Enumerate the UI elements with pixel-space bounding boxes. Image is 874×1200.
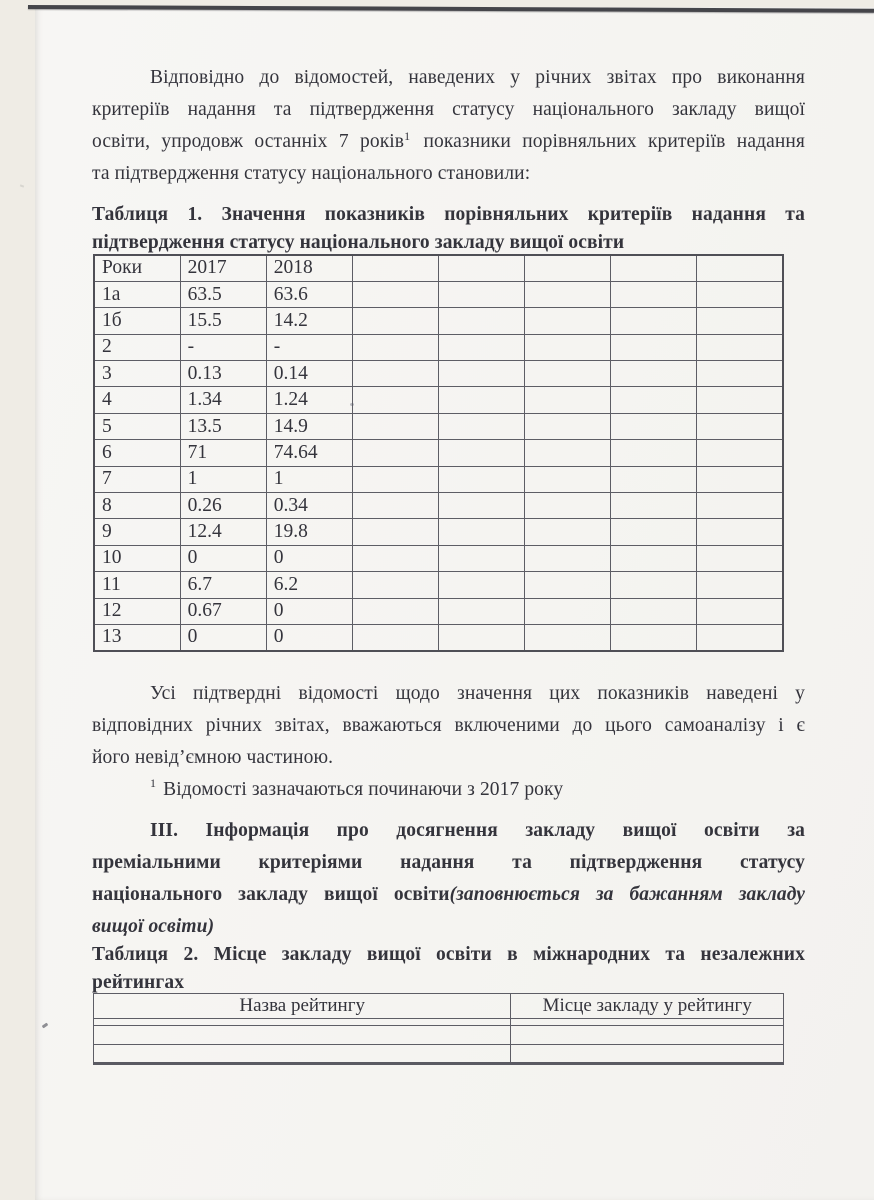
table-cell bbox=[525, 598, 611, 624]
table-cell bbox=[697, 281, 783, 307]
table-header-row bbox=[94, 255, 783, 281]
table-cell: 0 bbox=[266, 545, 352, 571]
caption-line: Таблиця 1. Значення показників порівняльних критеріїв надання та bbox=[92, 204, 805, 225]
ratings-table bbox=[93, 993, 784, 1065]
table-cell: 6.2 bbox=[266, 572, 352, 598]
table-cell: 5 bbox=[94, 413, 180, 439]
table-cell: 1 bbox=[266, 466, 352, 492]
table-cell: 4 bbox=[94, 387, 180, 413]
table-cell bbox=[352, 281, 438, 307]
table-cell: 10 bbox=[94, 545, 180, 571]
table-cell: 3 bbox=[94, 361, 180, 387]
table-cell: 12 bbox=[94, 598, 180, 624]
table-cell bbox=[697, 519, 783, 545]
table-cell bbox=[439, 466, 525, 492]
table-row bbox=[94, 1025, 784, 1044]
table-cell: 0.34 bbox=[266, 493, 352, 519]
table-cell bbox=[611, 255, 697, 281]
table-cell bbox=[525, 624, 611, 650]
table-cell bbox=[611, 413, 697, 439]
table-cell: 0.13 bbox=[180, 361, 266, 387]
table-cell bbox=[611, 519, 697, 545]
table-cell bbox=[611, 361, 697, 387]
table-cell: 63.6 bbox=[266, 281, 352, 307]
table-cell bbox=[697, 334, 783, 360]
table-row bbox=[94, 440, 783, 466]
table-cell: 0 bbox=[266, 624, 352, 650]
table-cell: 71 bbox=[180, 440, 266, 466]
table-cell: - bbox=[266, 334, 352, 360]
table-cell bbox=[94, 1025, 511, 1044]
paragraph-line: його невід’ємною частиною. bbox=[92, 746, 334, 768]
table-cell: 13.5 bbox=[180, 413, 266, 439]
table-cell bbox=[525, 308, 611, 334]
table-cell bbox=[439, 334, 525, 360]
table-cell bbox=[611, 308, 697, 334]
table-cell bbox=[697, 493, 783, 519]
table-cell bbox=[439, 255, 525, 281]
table-cell: Роки bbox=[94, 255, 180, 281]
paragraph-line: критеріїв надання та підтвердження статусу національного закладу вищої bbox=[92, 99, 805, 120]
table-cell: 63.5 bbox=[180, 281, 266, 307]
table-cell bbox=[352, 361, 438, 387]
table-cell: 1 bbox=[180, 466, 266, 492]
footnote bbox=[92, 774, 805, 806]
table-cell bbox=[352, 413, 438, 439]
table-cell bbox=[352, 387, 438, 413]
table-cell bbox=[525, 519, 611, 545]
table-cell bbox=[611, 624, 697, 650]
table-row bbox=[94, 493, 783, 519]
table-cell bbox=[697, 572, 783, 598]
table-row bbox=[94, 624, 783, 650]
heading-line bbox=[92, 879, 805, 911]
table-cell: Місце закладу у рейтингу bbox=[511, 993, 784, 1018]
table-cell bbox=[352, 624, 438, 650]
table-cell bbox=[525, 440, 611, 466]
table-cell: 2018 bbox=[266, 255, 352, 281]
table-cell bbox=[352, 519, 438, 545]
table-cell bbox=[439, 281, 525, 307]
table-cell: 0.26 bbox=[180, 493, 266, 519]
table-cell: 19.8 bbox=[266, 519, 352, 545]
table-cell bbox=[439, 624, 525, 650]
table-cell bbox=[439, 493, 525, 519]
table-cell: 6 bbox=[94, 440, 180, 466]
table-row bbox=[94, 466, 783, 492]
table-row bbox=[94, 519, 783, 545]
footnote-reference: 1 bbox=[404, 128, 411, 143]
table-cell bbox=[525, 572, 611, 598]
table-cell bbox=[697, 466, 783, 492]
table-cell bbox=[697, 387, 783, 413]
table1-caption bbox=[92, 201, 805, 257]
table-cell bbox=[697, 413, 783, 439]
table-cell bbox=[611, 334, 697, 360]
table-row bbox=[94, 413, 783, 439]
table-cell bbox=[94, 1044, 511, 1063]
caption-line: підтвердження статусу національного закладу вищої освіти bbox=[92, 232, 625, 253]
table-cell: 74.64 bbox=[266, 440, 352, 466]
table-cell: Назва рейтингу bbox=[94, 993, 511, 1018]
section-3-heading bbox=[92, 815, 805, 943]
table-cell: 9 bbox=[94, 519, 180, 545]
table-cell: 2 bbox=[94, 334, 180, 360]
heading-note-italic: вищої освіти) bbox=[92, 915, 215, 937]
table-cell: 13 bbox=[94, 624, 180, 650]
table-cell bbox=[439, 361, 525, 387]
table-cell bbox=[525, 493, 611, 519]
table-cell: 1.34 bbox=[180, 387, 266, 413]
confirmation-paragraph bbox=[92, 678, 805, 774]
table-cell: 12.4 bbox=[180, 519, 266, 545]
table-cell bbox=[439, 572, 525, 598]
table-cell bbox=[697, 361, 783, 387]
table-cell bbox=[525, 334, 611, 360]
table-cell bbox=[439, 308, 525, 334]
table-cell bbox=[525, 387, 611, 413]
table-cell bbox=[94, 1018, 511, 1025]
table-cell bbox=[611, 440, 697, 466]
table-cell: 1а bbox=[94, 281, 180, 307]
table-cell: 7 bbox=[94, 466, 180, 492]
table-cell bbox=[611, 281, 697, 307]
table-cell bbox=[439, 440, 525, 466]
footnote-text: Відомості зазначаються починаючи з 2017 року bbox=[158, 778, 564, 800]
table-cell bbox=[611, 493, 697, 519]
table-cell: 2017 bbox=[180, 255, 266, 281]
table-cell bbox=[611, 598, 697, 624]
paragraph-line: відповідних річних звітах, вважаються включеними до цього самоаналізу і є bbox=[92, 714, 805, 736]
table-row bbox=[94, 308, 783, 334]
table-cell bbox=[697, 440, 783, 466]
table-cell bbox=[611, 466, 697, 492]
table-cell: 6.7 bbox=[180, 572, 266, 598]
criteria-values-table bbox=[93, 254, 784, 652]
heading-note-italic: (заповнюється за бажанням закладу bbox=[449, 883, 805, 905]
table-cell: 1б bbox=[94, 308, 180, 334]
intro-paragraph bbox=[92, 62, 805, 190]
paragraph-line: Усі підтвердні відомості щодо значення цих показників наведені у bbox=[150, 682, 805, 704]
table-header-row bbox=[94, 993, 784, 1018]
caption-line: Таблиця 2. Місце закладу вищої освіти в міжнародних та незалежних bbox=[92, 943, 805, 965]
table-cell bbox=[439, 519, 525, 545]
paragraph-text: освіти, упродовж останніх 7 років bbox=[92, 131, 405, 152]
table-cell bbox=[352, 598, 438, 624]
footnote-marker: 1 bbox=[150, 776, 157, 791]
page-content bbox=[92, 0, 805, 1065]
table-row bbox=[94, 545, 783, 571]
table-cell: 14.2 bbox=[266, 308, 352, 334]
paragraph-line: та підтвердження статусу національного становили: bbox=[92, 163, 531, 184]
table-cell: 0 bbox=[180, 545, 266, 571]
scan-speck bbox=[20, 184, 24, 187]
table-row bbox=[94, 334, 783, 360]
table-cell: - bbox=[180, 334, 266, 360]
caption-line: рейтингах bbox=[92, 971, 185, 993]
table-cell: 8 bbox=[94, 493, 180, 519]
table-cell: 1.24 bbox=[266, 387, 352, 413]
table-row bbox=[94, 1044, 784, 1063]
table-cell bbox=[511, 1044, 784, 1063]
paragraph-line bbox=[92, 126, 805, 158]
table-cell bbox=[611, 545, 697, 571]
table-row bbox=[94, 281, 783, 307]
table-cell bbox=[352, 545, 438, 571]
footnote-line bbox=[92, 774, 805, 806]
table-cell bbox=[525, 545, 611, 571]
table-cell: 11 bbox=[94, 572, 180, 598]
table2-caption bbox=[92, 941, 805, 997]
table-cell bbox=[352, 493, 438, 519]
table-cell bbox=[511, 1018, 784, 1025]
table-cell bbox=[525, 255, 611, 281]
table-row bbox=[94, 572, 783, 598]
table-cell bbox=[352, 466, 438, 492]
table-cell bbox=[697, 545, 783, 571]
table-cell bbox=[439, 598, 525, 624]
table-cell: 0 bbox=[180, 624, 266, 650]
table-cell bbox=[525, 281, 611, 307]
table-cell bbox=[352, 255, 438, 281]
table-cell bbox=[611, 387, 697, 413]
table-row bbox=[94, 598, 783, 624]
table-cell bbox=[352, 440, 438, 466]
table-cell: 14.9 bbox=[266, 413, 352, 439]
table-cell bbox=[697, 308, 783, 334]
table-cell bbox=[697, 255, 783, 281]
table-cell: 0.14 bbox=[266, 361, 352, 387]
table-spacer-row bbox=[94, 1018, 784, 1025]
table-row bbox=[94, 387, 783, 413]
table-cell bbox=[511, 1025, 784, 1044]
heading-line: III. Інформація про досягнення закладу вищої освіти за bbox=[150, 819, 805, 841]
table-cell bbox=[439, 413, 525, 439]
heading-line: преміальними критеріями надання та підтвердження статусу bbox=[92, 851, 805, 873]
heading-text: національного закладу вищої освіти bbox=[92, 883, 450, 905]
table-cell bbox=[525, 413, 611, 439]
table-cell bbox=[439, 545, 525, 571]
table-cell bbox=[525, 361, 611, 387]
table-cell: 0 bbox=[266, 598, 352, 624]
table-cell bbox=[697, 598, 783, 624]
table-cell bbox=[525, 466, 611, 492]
paragraph-line: Відповідно до відомостей, наведених у річних звітах про виконання bbox=[150, 67, 805, 88]
table-cell: 15.5 bbox=[180, 308, 266, 334]
table-cell bbox=[352, 334, 438, 360]
table-cell bbox=[352, 572, 438, 598]
table-row bbox=[94, 361, 783, 387]
table-cell: 0.67 bbox=[180, 598, 266, 624]
table-cell bbox=[439, 387, 525, 413]
paragraph-text: показники порівняльних критеріїв надання bbox=[412, 131, 805, 152]
table-cell bbox=[611, 572, 697, 598]
table-cell bbox=[352, 308, 438, 334]
table-cell bbox=[697, 624, 783, 650]
